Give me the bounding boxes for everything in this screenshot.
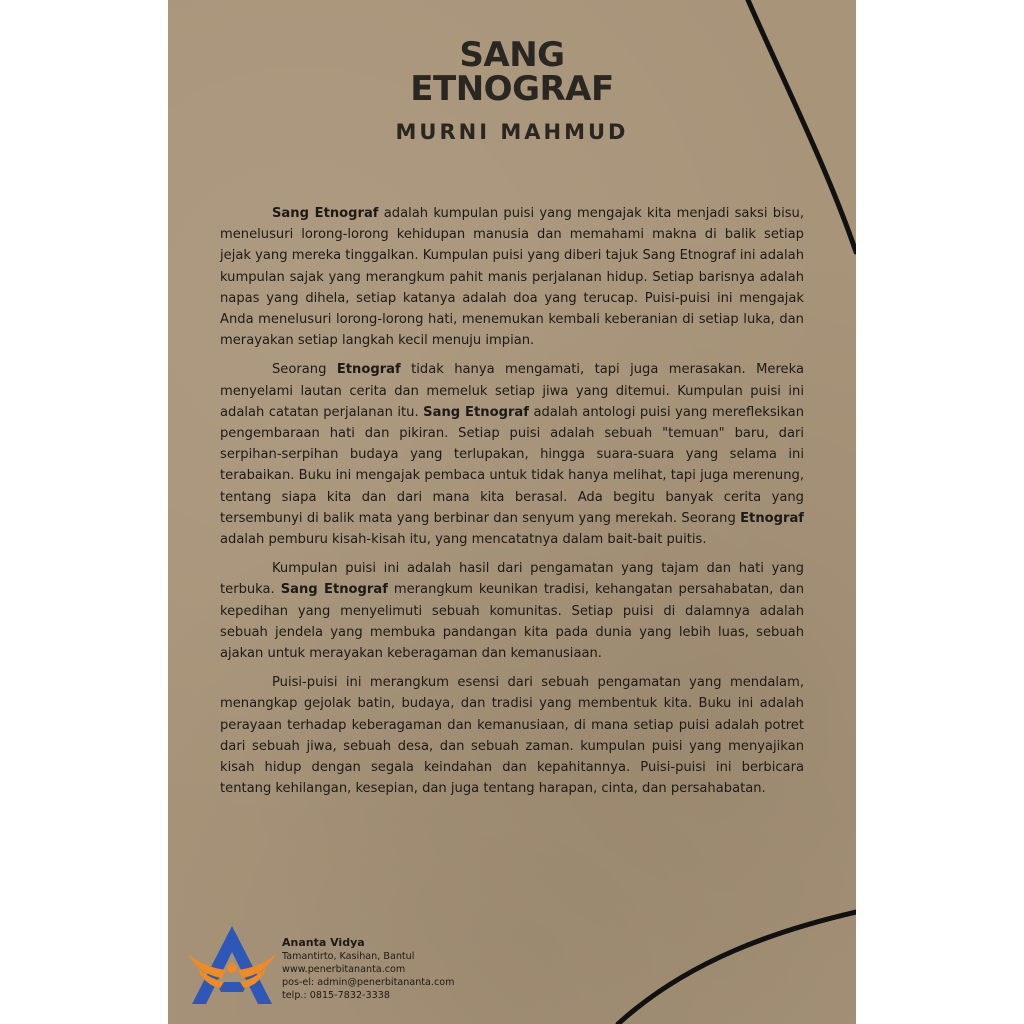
blurb-paragraph-2 bbox=[220, 359, 804, 550]
blurb-text-run: Kumpulan puisi ini adalah hasil dari pengamatan yang tajam dan hati yang terbuka. bbox=[220, 561, 804, 598]
blurb-text-run: merangkum keunikan tradisi, kehangatan persahabatan, dan kepedihan yang menyelimuti sebuah komunitas. Setiap puisi di dalamnya adalah sebuah jendela yang membuka pandangan kita pada dunia yang lebih luas, sebuah ajakan untuk merayakan keberagaman dan kemanusiaan. bbox=[220, 582, 804, 662]
publisher-info bbox=[282, 936, 502, 1002]
blurb-bold-text: Etnograf bbox=[336, 362, 401, 378]
publisher-block bbox=[186, 924, 486, 1010]
blurb-bold-text: Etnograf bbox=[740, 510, 804, 526]
blurb-text bbox=[220, 203, 804, 807]
book-back-cover bbox=[168, 0, 856, 1024]
blurb-paragraph-3 bbox=[220, 558, 804, 664]
publisher-name: Ananta Vidya bbox=[282, 936, 365, 949]
book-title-line-1: SANG bbox=[459, 35, 565, 75]
book-title bbox=[168, 35, 856, 109]
book-title-line-2: ETNOGRAF bbox=[410, 69, 614, 109]
blurb-bold-text: Sang Etnograf bbox=[280, 582, 388, 598]
blurb-text-run: tidak hanya mengamati, tapi juga merasakan. Mereka menyelami lautan cerita dan memeluk setiap jiwa yang ditemui. Kumpulan puisi ini adalah catatan perjalanan itu. bbox=[220, 362, 804, 420]
blurb-text-run: Seorang bbox=[272, 362, 337, 378]
publisher-address: Tamantirto, Kasihan, Bantul bbox=[282, 951, 415, 962]
book-author: MURNI MAHMUD bbox=[395, 120, 629, 144]
blurb-text-run: adalah pemburu kisah-kisah itu, yang mencatatnya dalam bait-bait puitis. bbox=[220, 532, 707, 548]
ananta-vidya-logo-icon bbox=[186, 924, 278, 1008]
blurb-bold-text: Sang Etnograf bbox=[272, 206, 379, 221]
blurb-bold-text: Sang Etnograf bbox=[423, 404, 529, 420]
publisher-email: pos-el: admin@penerbitananta.com bbox=[282, 977, 455, 988]
blurb-paragraph-4: Puisi-puisi ini merangkum esensi dari sebuah pengamatan yang mendalam, menangkap gejolak batin, budaya, dan tradisi yang membentuk kita. Buku ini adalah perayaan terhadap keberagaman dan kemanusiaan, di mana setiap puisi adalah potret dari sebuah jiwa, sebuah desa, dan sebuah zaman. kumpulan puisi yang menyajikan kisah hidup dengan segala keindahan dan kepahitannya. Puisi-puisi ini berbicara tentang kehilangan, kesepian, dan juga tentang harapan, cinta, dan persahabatan. bbox=[220, 675, 804, 797]
blurb-text-run: adalah kumpulan puisi yang mengajak kita menjadi saksi bisu, menelusuri lorong-lorong kehidupan manusia dan memahami makna di balik setiap jejak yang mereka tinggalkan. Kumpulan puisi yang diberi tajuk Sang Etnograf ini adalah kumpulan sajak yang merangkum pahit manis perjalanan hidup. Setiap barisnya adalah napas yang dihela, setiap katanya adalah doa yang terucap. Puisi-puisi ini mengajak Anda menelusuri lorong-lorong hati, menemukan kembali keberanian di setiap luka, dan merayakan setiap langkah kecil menuju impian. bbox=[220, 206, 804, 349]
blurb-text-run: adalah antologi puisi yang merefleksikan pengembaraan hati dan pikiran. Setiap puisi adalah sebuah "temuan" baru, dari serpihan-serpihan budaya yang terlupakan, hingga suara-suara yang selama ini terabaikan. Buku ini mengajak pembaca untuk tidak hanya melihat, tapi juga merenung, tentang siapa kita dan dari mana kita berasal. Ada begitu banyak cerita yang tersembunyi di balik mata yang berbinar dan senyum yang merekah. Seorang bbox=[220, 404, 804, 526]
publisher-website: www.penerbitananta.com bbox=[282, 964, 406, 975]
blurb-paragraph-1 bbox=[220, 203, 804, 351]
publisher-phone: telp.: 0815-7832-3338 bbox=[282, 990, 390, 1001]
